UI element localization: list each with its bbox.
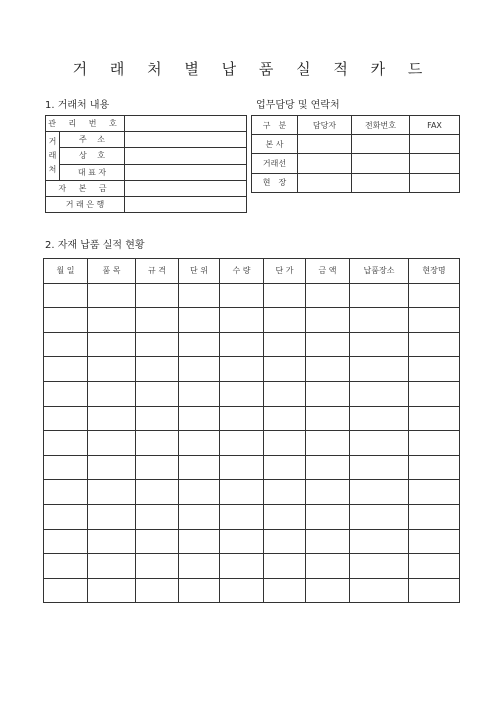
ceo-value[interactable]	[125, 164, 247, 180]
record-cell[interactable]	[44, 504, 88, 529]
record-cell[interactable]	[220, 504, 264, 529]
record-cell[interactable]	[306, 504, 350, 529]
record-cell[interactable]	[179, 504, 220, 529]
record-cell[interactable]	[220, 554, 264, 579]
cell[interactable]	[410, 154, 460, 173]
table-row	[44, 455, 460, 480]
record-cell[interactable]	[264, 381, 306, 406]
record-cell[interactable]	[306, 554, 350, 579]
record-cell[interactable]	[136, 283, 179, 308]
record-cell[interactable]	[350, 308, 409, 333]
cell[interactable]	[410, 135, 460, 154]
record-cell[interactable]	[179, 554, 220, 579]
record-cell[interactable]	[409, 504, 460, 529]
record-cell[interactable]	[409, 283, 460, 308]
header-phone: 전화번호	[352, 116, 410, 135]
record-cell[interactable]	[220, 406, 264, 431]
table-row	[252, 116, 460, 135]
record-cell[interactable]	[350, 332, 409, 357]
record-cell[interactable]	[220, 332, 264, 357]
table-row	[252, 154, 460, 173]
record-cell[interactable]	[44, 357, 88, 382]
record-cell[interactable]	[88, 308, 136, 333]
table-row	[46, 196, 247, 212]
record-cell[interactable]	[264, 554, 306, 579]
record-cell[interactable]	[88, 357, 136, 382]
header-fax: FAX	[410, 116, 460, 135]
record-cell[interactable]	[179, 480, 220, 505]
record-cell[interactable]	[306, 381, 350, 406]
record-cell[interactable]	[306, 357, 350, 382]
row-label-site: 현 장	[252, 173, 298, 192]
record-cell[interactable]	[350, 529, 409, 554]
record-cell[interactable]	[44, 431, 88, 456]
record-cell[interactable]	[264, 431, 306, 456]
record-cell[interactable]	[350, 381, 409, 406]
record-cell[interactable]	[306, 578, 350, 603]
mgmt-no-value[interactable]	[125, 116, 247, 132]
record-cell[interactable]	[306, 332, 350, 357]
record-cell[interactable]	[136, 308, 179, 333]
record-cell[interactable]	[264, 357, 306, 382]
record-cell[interactable]	[136, 554, 179, 579]
record-cell[interactable]	[179, 381, 220, 406]
mgmt-no-label: 관 리 번 호	[46, 116, 125, 132]
table-row	[44, 431, 460, 456]
record-cell[interactable]	[220, 480, 264, 505]
record-cell[interactable]	[306, 308, 350, 333]
address-value[interactable]	[125, 132, 247, 148]
record-cell[interactable]	[136, 529, 179, 554]
record-cell[interactable]	[88, 431, 136, 456]
record-cell[interactable]	[409, 332, 460, 357]
record-cell[interactable]	[136, 381, 179, 406]
record-cell[interactable]	[179, 455, 220, 480]
record-cell[interactable]	[44, 578, 88, 603]
record-cell[interactable]	[136, 332, 179, 357]
section1-heading: 1. 거래처 내용	[45, 100, 110, 111]
record-cell[interactable]	[44, 480, 88, 505]
record-cell[interactable]	[220, 283, 264, 308]
table-row	[44, 529, 460, 554]
address-label: 주 소	[60, 132, 125, 148]
record-cell[interactable]	[264, 308, 306, 333]
record-cell[interactable]	[409, 480, 460, 505]
record-cell[interactable]	[409, 406, 460, 431]
record-cell[interactable]	[136, 504, 179, 529]
record-cell[interactable]	[409, 455, 460, 480]
record-cell[interactable]	[350, 431, 409, 456]
vendor-info-table	[45, 115, 247, 213]
cell[interactable]	[352, 135, 410, 154]
table-row	[44, 332, 460, 357]
delivery-record-table	[43, 258, 460, 603]
record-cell[interactable]	[350, 357, 409, 382]
table-row	[44, 406, 460, 431]
record-cell[interactable]	[44, 529, 88, 554]
record-cell[interactable]	[350, 554, 409, 579]
header-spec: 규 격	[136, 259, 179, 284]
header-amount: 금 액	[306, 259, 350, 284]
record-cell[interactable]	[306, 480, 350, 505]
row-label-hq: 본 사	[252, 135, 298, 154]
record-cell[interactable]	[409, 308, 460, 333]
header-unit: 단 위	[179, 259, 220, 284]
record-cell[interactable]	[350, 283, 409, 308]
record-cell[interactable]	[88, 554, 136, 579]
record-cell[interactable]	[44, 455, 88, 480]
cell[interactable]	[298, 154, 352, 173]
record-cell[interactable]	[350, 578, 409, 603]
record-cell[interactable]	[350, 504, 409, 529]
record-cell[interactable]	[306, 406, 350, 431]
cell[interactable]	[298, 135, 352, 154]
record-cell[interactable]	[136, 455, 179, 480]
bank-value[interactable]	[125, 196, 247, 212]
record-cell[interactable]	[136, 357, 179, 382]
table-row	[44, 554, 460, 579]
record-cell[interactable]	[136, 431, 179, 456]
row-label-client: 거래선	[252, 154, 298, 173]
cell[interactable]	[410, 173, 460, 192]
record-cell[interactable]	[88, 529, 136, 554]
record-cell[interactable]	[220, 308, 264, 333]
record-cell[interactable]	[179, 529, 220, 554]
trade-name-label: 상 호	[60, 148, 125, 164]
header-category: 구 분	[252, 116, 298, 135]
record-cell[interactable]	[88, 504, 136, 529]
record-cell[interactable]	[136, 578, 179, 603]
table-row	[46, 180, 247, 196]
table-row	[44, 381, 460, 406]
header-date: 월 일	[44, 259, 88, 284]
record-cell[interactable]	[220, 455, 264, 480]
record-cell[interactable]	[44, 381, 88, 406]
trade-name-value[interactable]	[125, 148, 247, 164]
header-quantity: 수 량	[220, 259, 264, 284]
header-delivery-place: 납품장소	[350, 259, 409, 284]
record-cell[interactable]	[220, 381, 264, 406]
record-cell[interactable]	[220, 357, 264, 382]
record-cell[interactable]	[220, 431, 264, 456]
record-cell[interactable]	[306, 283, 350, 308]
record-cell[interactable]	[220, 529, 264, 554]
contact-heading: 업무담당 및 연락처	[256, 100, 340, 111]
record-cell[interactable]	[179, 283, 220, 308]
page-title: 거 래 처 별 납 품 실 적 카 드	[72, 60, 432, 78]
capital-value[interactable]	[125, 180, 247, 196]
record-cell[interactable]	[44, 332, 88, 357]
table-row	[46, 164, 247, 180]
record-cell[interactable]	[136, 480, 179, 505]
table-row	[46, 116, 247, 132]
record-cell[interactable]	[179, 406, 220, 431]
record-cell[interactable]	[306, 431, 350, 456]
record-cell[interactable]	[409, 529, 460, 554]
record-cell[interactable]	[44, 308, 88, 333]
table-row	[46, 148, 247, 164]
record-cell[interactable]	[44, 283, 88, 308]
record-cell[interactable]	[88, 406, 136, 431]
record-cell[interactable]	[409, 381, 460, 406]
header-site-name: 현장명	[409, 259, 460, 284]
record-cell[interactable]	[350, 480, 409, 505]
table-row	[44, 480, 460, 505]
record-cell[interactable]	[264, 529, 306, 554]
record-cell[interactable]	[44, 554, 88, 579]
header-unit-price: 단 가	[264, 259, 306, 284]
table-row	[252, 173, 460, 192]
record-cell[interactable]	[220, 578, 264, 603]
record-cell[interactable]	[264, 504, 306, 529]
ceo-label: 대 표 자	[60, 164, 125, 180]
table-row	[44, 578, 460, 603]
table-row	[44, 308, 460, 333]
table-row	[46, 132, 247, 148]
record-cell[interactable]	[264, 332, 306, 357]
record-cell[interactable]	[264, 406, 306, 431]
section2-heading: 2. 자재 납품 실적 현황	[45, 240, 145, 251]
record-cell[interactable]	[409, 431, 460, 456]
record-cell[interactable]	[88, 455, 136, 480]
record-cell[interactable]	[88, 381, 136, 406]
contact-table	[251, 115, 460, 193]
record-cell[interactable]	[306, 455, 350, 480]
record-cell[interactable]	[264, 480, 306, 505]
record-cell[interactable]	[88, 480, 136, 505]
record-cell[interactable]	[409, 554, 460, 579]
record-cell[interactable]	[409, 357, 460, 382]
table-row	[44, 283, 460, 308]
cell[interactable]	[298, 173, 352, 192]
record-cell[interactable]	[264, 578, 306, 603]
header-person: 담당자	[298, 116, 352, 135]
table-header-row	[44, 259, 460, 284]
record-cell[interactable]	[409, 578, 460, 603]
record-cell[interactable]	[264, 455, 306, 480]
record-cell[interactable]	[179, 357, 220, 382]
record-cell[interactable]	[264, 283, 306, 308]
record-cell[interactable]	[44, 406, 88, 431]
record-cell[interactable]	[350, 406, 409, 431]
record-cell[interactable]	[179, 332, 220, 357]
table-row	[44, 357, 460, 382]
vendor-group-label: 거 래 처	[46, 132, 60, 181]
record-cell[interactable]	[179, 431, 220, 456]
cell[interactable]	[352, 173, 410, 192]
record-cell[interactable]	[179, 308, 220, 333]
record-cell[interactable]	[136, 406, 179, 431]
record-cell[interactable]	[88, 578, 136, 603]
bank-label: 거 래 은 행	[46, 196, 125, 212]
record-cell[interactable]	[306, 529, 350, 554]
table-row	[44, 504, 460, 529]
capital-label: 자 본 금	[46, 180, 125, 196]
record-cell[interactable]	[88, 283, 136, 308]
header-item: 품 목	[88, 259, 136, 284]
cell[interactable]	[352, 154, 410, 173]
table-row	[252, 135, 460, 154]
record-cell[interactable]	[350, 455, 409, 480]
record-cell[interactable]	[179, 578, 220, 603]
record-cell[interactable]	[88, 332, 136, 357]
